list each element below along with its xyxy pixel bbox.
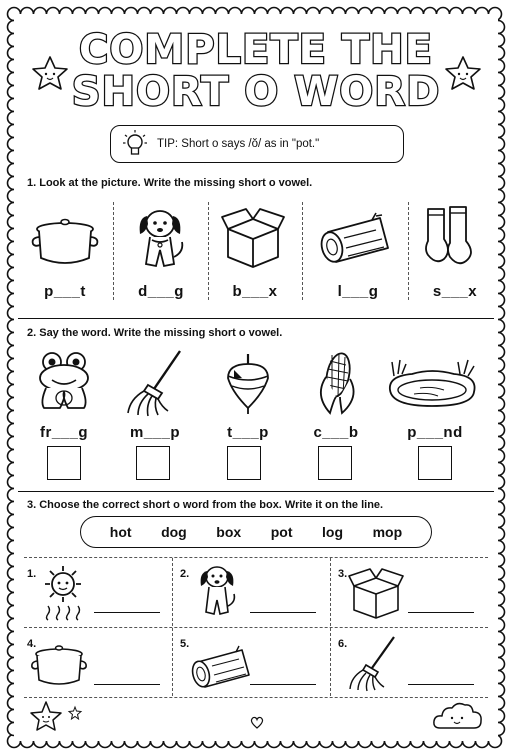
word-bank-item: dog <box>161 524 187 540</box>
worksheet-title <box>0 27 512 115</box>
word-frog: fr___g <box>39 424 89 441</box>
answer-box-pond[interactable] <box>418 446 452 480</box>
item-number: 4. <box>27 638 37 650</box>
divider <box>113 202 114 300</box>
tip-text: TIP: Short o says /ŏ/ as in "pot." <box>157 138 320 150</box>
star-icon <box>30 55 70 91</box>
star-icon <box>68 706 82 720</box>
item-number: 5. <box>180 638 190 650</box>
box-icon <box>220 205 286 269</box>
pond-icon <box>384 356 480 412</box>
spinning-top-icon <box>224 352 272 416</box>
dog-icon <box>130 202 190 274</box>
answer-box-mop[interactable] <box>136 446 170 480</box>
grid-line <box>172 558 173 696</box>
answer-box-cob[interactable] <box>318 446 352 480</box>
answer-line-6[interactable] <box>408 684 474 685</box>
grid-line <box>24 557 488 558</box>
item-number: 6. <box>338 638 348 650</box>
word-top: t___p <box>227 424 269 441</box>
answer-line-2[interactable] <box>250 612 316 613</box>
grid-line <box>24 697 488 698</box>
frog-icon <box>32 350 96 414</box>
divider <box>302 202 303 300</box>
grid-line <box>24 627 488 628</box>
socks-icon <box>420 203 484 269</box>
answer-line-4[interactable] <box>94 684 160 685</box>
answer-line-3[interactable] <box>408 612 474 613</box>
word-mop: m___p <box>129 424 181 441</box>
hot-sun-icon <box>38 562 88 620</box>
word-bank-item: hot <box>109 524 132 540</box>
heart-icon <box>250 716 264 730</box>
log-icon <box>314 212 398 266</box>
lightbulb-icon <box>121 129 149 161</box>
word-bank-item: pot <box>270 524 293 540</box>
section-1-instruction: 1. Look at the picture. Write the missing short o vowel. <box>27 177 313 189</box>
item-number: 2. <box>180 568 190 580</box>
box-icon <box>348 566 404 620</box>
answer-box-frog[interactable] <box>47 446 81 480</box>
divider <box>208 202 209 300</box>
word-socks: s___x <box>432 283 478 300</box>
section-separator <box>18 318 494 319</box>
word-corn-cob: c___b <box>313 424 359 441</box>
pot-icon <box>30 640 88 690</box>
answer-box-top[interactable] <box>227 446 261 480</box>
log-icon <box>186 644 258 690</box>
tip-box <box>110 125 404 163</box>
word-log: l___g <box>337 283 379 300</box>
mop-icon <box>124 347 190 417</box>
item-number: 1. <box>27 568 37 580</box>
word-box: b___x <box>232 283 278 300</box>
star-icon <box>28 700 64 732</box>
grid-line <box>330 558 331 696</box>
corn-cob-icon <box>312 347 362 417</box>
dog-icon <box>194 560 240 620</box>
word-bank <box>80 516 432 548</box>
word-pot: p___t <box>44 283 86 300</box>
item-number: 3. <box>338 568 348 580</box>
word-bank-item: mop <box>372 524 403 540</box>
pot-icon <box>30 210 100 270</box>
answer-line-5[interactable] <box>250 684 316 685</box>
word-bank-item: box <box>216 524 242 540</box>
answer-line-1[interactable] <box>94 612 160 613</box>
cloud-icon <box>432 700 484 734</box>
word-pond: p___nd <box>407 424 463 441</box>
section-2-instruction: 2. Say the word. Write the missing short o vowel. <box>27 327 283 339</box>
title-line-2: SHORT O WORD <box>71 69 441 115</box>
mop-icon <box>346 634 402 692</box>
divider <box>408 202 409 300</box>
title-line-1: COMPLETE THE <box>79 27 433 73</box>
word-dog: d___g <box>138 283 184 300</box>
section-3-instruction: 3. Choose the correct short o word from the box. Write it on the line. <box>27 499 384 511</box>
star-icon <box>443 55 483 91</box>
section-separator <box>18 491 494 492</box>
word-bank-item: log <box>322 524 344 540</box>
